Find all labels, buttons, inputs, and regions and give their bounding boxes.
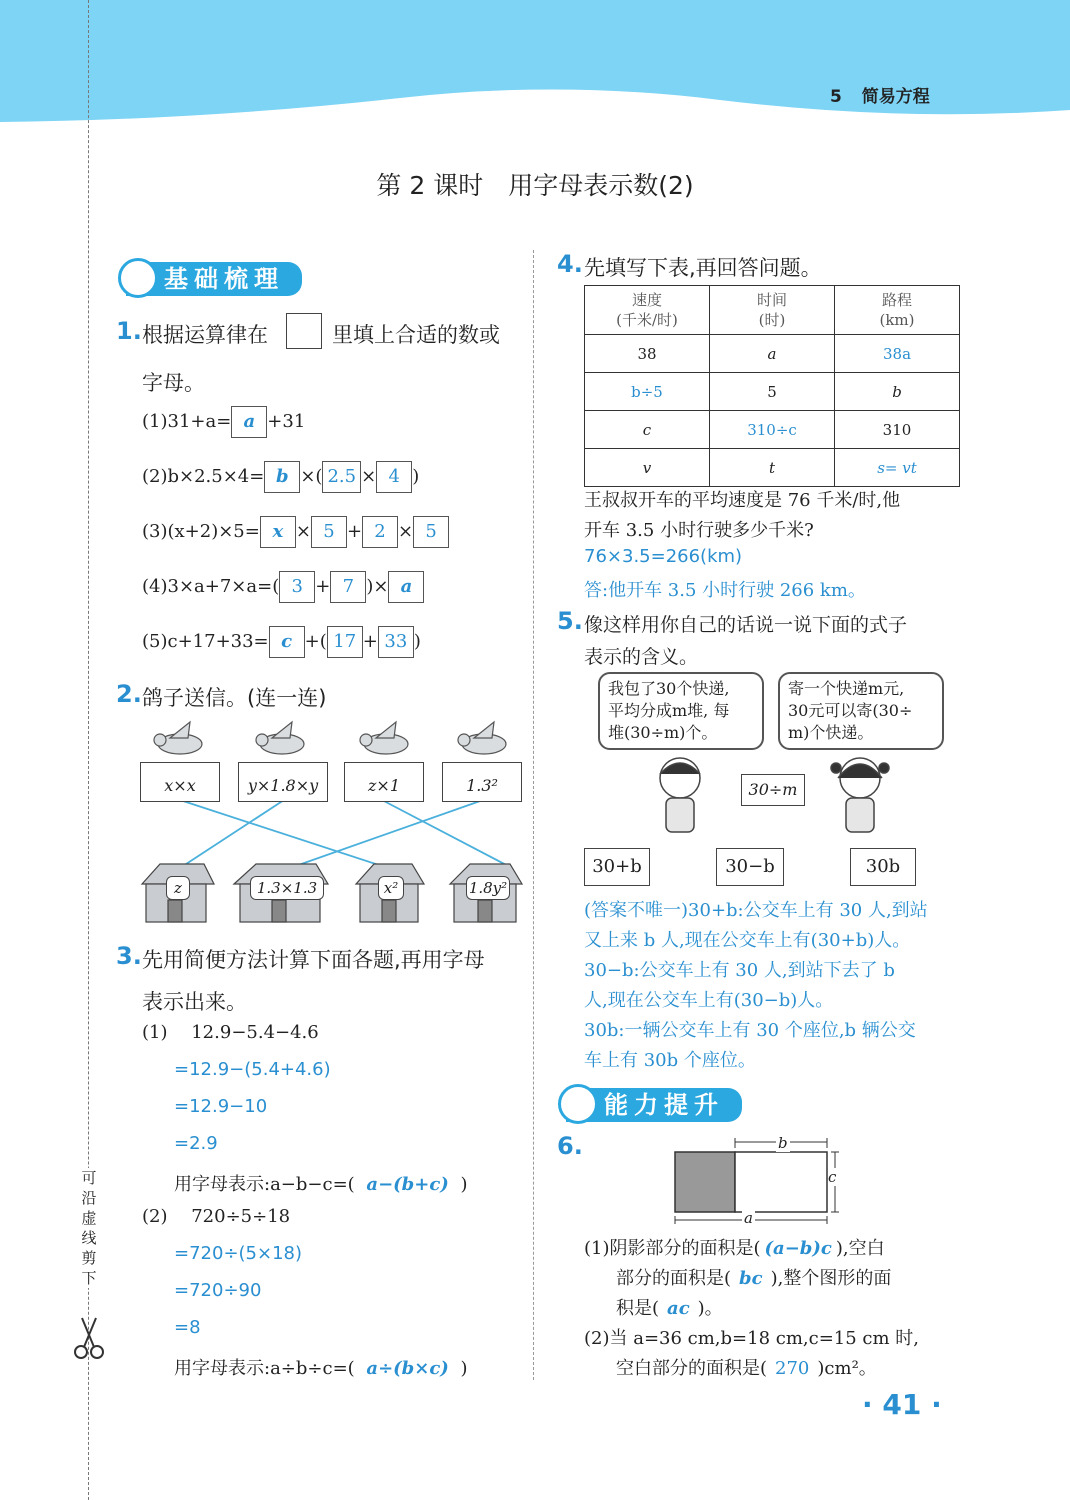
envelope: y×1.8×y <box>238 762 328 802</box>
q2-text: 鸽子送信。(连一连) <box>142 686 327 710</box>
expr-text: (2)b×2.5×4= <box>142 466 265 487</box>
speech-bubble-right <box>778 672 944 750</box>
fig-label-a: a <box>744 1209 753 1227</box>
q6-number: 6. <box>557 1132 583 1160</box>
q1-number: 1. <box>116 317 142 345</box>
house-label: 1.8y² <box>466 876 510 900</box>
answer-box: 33 <box>378 626 414 658</box>
q5-text-a: 像这样用你自己的话说一说下面的式子 <box>584 614 908 636</box>
q3-p2-letter <box>174 1354 468 1380</box>
q5-number: 5. <box>557 607 583 635</box>
table-row <box>585 373 960 411</box>
girl-icon <box>831 758 889 832</box>
prompt-text: (1)阴影部分的面积是( <box>584 1238 761 1259</box>
q1-sample-box <box>286 313 322 349</box>
q4-answer: 答:他开车 3.5 小时行驶 266 km。 <box>584 580 866 601</box>
q5-answer-line: 车上有 30b 个座位。 <box>584 1050 756 1071</box>
header-unit: (km) <box>879 311 915 329</box>
option-box: 30−b <box>716 848 784 886</box>
answer-box: 5 <box>413 516 449 548</box>
answer-box: 3 <box>279 571 315 603</box>
q1-line-2 <box>142 461 419 493</box>
header-unit: (时) <box>758 311 786 329</box>
letter-answer: a−(b+c) <box>366 1174 449 1195</box>
answer-box: 2 <box>362 516 398 548</box>
letter-close: ) <box>460 1358 468 1379</box>
part-label: (2) <box>142 1206 168 1227</box>
q5-text-b: 表示的含义。 <box>584 646 699 668</box>
q1-text-c: 字母。 <box>142 371 205 395</box>
answer-box: a <box>388 571 424 603</box>
option-box: 30+b <box>584 848 650 886</box>
section-title: 能力提升 <box>566 1088 742 1122</box>
q4-calc: 76×3.5=266(km) <box>584 546 743 567</box>
rectangle-figure <box>668 1134 848 1226</box>
q3-p1-step: =2.9 <box>174 1133 218 1154</box>
expr-text: + <box>315 576 331 597</box>
answer-text: (a−b)c <box>764 1238 832 1259</box>
bubble-line: 平均分成m堆, 每 <box>608 701 730 720</box>
bubble-line: 寄一个快递m元, <box>788 679 905 698</box>
house-icon <box>142 864 522 922</box>
prompt-text: ),空白 <box>835 1238 885 1259</box>
house-label: 1.3×1.3 <box>250 876 324 900</box>
envelope: x×x <box>140 762 220 802</box>
pigeon-icon <box>154 722 506 754</box>
table-row <box>585 411 960 449</box>
table-cell: b <box>835 373 960 411</box>
part-label: (1) <box>142 1022 168 1043</box>
q3-p1-step: =12.9−(5.4+4.6) <box>174 1059 331 1080</box>
table-header <box>835 286 960 335</box>
speed-table <box>584 285 960 487</box>
table-cell: t <box>710 449 835 487</box>
cut-guide-text: 可沿虚线剪下 <box>78 1168 100 1288</box>
q5-answer-line: 30b:一辆公交车上有 30 个座位,b 辆公交 <box>584 1020 916 1041</box>
answer-text: 270 <box>775 1358 810 1379</box>
connection-lines <box>180 800 512 868</box>
bubble-line: 我包了30个快递, <box>608 679 730 698</box>
q3-text-a: 先用简便方法计算下面各题,再用字母 <box>142 948 485 972</box>
q5-answer-line: 又上来 b 人,现在公交车上有(30+b)人。 <box>584 930 911 951</box>
q4-number: 4. <box>557 250 583 278</box>
page-number: · 41 · <box>862 1388 942 1421</box>
answer-box: 17 <box>327 626 363 658</box>
house-label: x² <box>378 876 404 900</box>
q3-p1-letter <box>174 1170 468 1196</box>
q5-answer-line: 人,现在公交车上有(30−b)人。 <box>584 990 834 1011</box>
column-divider <box>533 250 534 1380</box>
expr-text: + <box>346 521 363 542</box>
prompt-text: )cm²。 <box>817 1358 877 1379</box>
option-box: 30b <box>850 848 916 886</box>
clock-icon <box>558 1084 598 1124</box>
letter-close: ) <box>460 1174 468 1195</box>
table-cell: a <box>710 335 835 373</box>
q5-answer-line: (答案不唯一)30+b:公交车上有 30 人,到站 <box>584 900 928 921</box>
table-cell: c <box>585 411 710 449</box>
expr-text: )× <box>366 576 389 597</box>
q1-text-a: 根据运算律在 <box>142 323 268 347</box>
expr-text: (5)c+17+33= <box>142 631 269 652</box>
expr-text: +( <box>304 631 327 652</box>
q1-line-3 <box>142 516 449 548</box>
table-cell: 5 <box>710 373 835 411</box>
speech-bubble-left <box>598 672 764 750</box>
answer-box: 5 <box>311 516 347 548</box>
prompt-text: 积是( <box>616 1298 660 1319</box>
bubble-line: 30元可以寄(30÷ <box>788 701 913 720</box>
table-cell: v <box>585 449 710 487</box>
expr-text: (4)3×a+7×a=( <box>142 576 280 597</box>
chapter-header <box>830 82 930 107</box>
q3-p2-step: =720÷(5×18) <box>174 1243 303 1264</box>
expr-text: ) <box>413 631 421 652</box>
answer-box: c <box>269 626 305 658</box>
q3-p2-step: =720÷90 <box>174 1280 262 1301</box>
section-title: 基础梳理 <box>126 262 302 296</box>
q1-line-5 <box>142 626 421 658</box>
expr-text: ×( <box>300 466 323 487</box>
q4-problem-a: 王叔叔开车的平均速度是 76 千米/时,他 <box>584 490 901 511</box>
answer-box: 7 <box>330 571 366 603</box>
chapter-number: 5 <box>830 87 842 107</box>
prompt-text: )。 <box>697 1298 723 1319</box>
q6-p2-line1: (2)当 a=36 cm,b=18 cm,c=15 cm 时, <box>584 1328 920 1349</box>
expr-text: ) <box>412 466 420 487</box>
q4-problem-b: 开车 3.5 小时行驶多少千米? <box>584 520 814 541</box>
answer-box: a <box>231 406 267 438</box>
q1-line-1 <box>142 406 305 438</box>
prompt-text: 空白部分的面积是( <box>616 1358 768 1379</box>
table-header <box>710 286 835 335</box>
expression: 720÷5÷18 <box>191 1206 291 1227</box>
q3-p2-step: =8 <box>174 1317 201 1338</box>
envelope: z×1 <box>344 762 424 802</box>
answer-box: 4 <box>376 461 412 493</box>
expr-text: (3)(x+2)×5= <box>142 521 260 542</box>
q1-text-b: 里填上合适的数或 <box>332 323 500 347</box>
table-cell-answer: b÷5 <box>585 373 710 411</box>
table-cell: 310 <box>835 411 960 449</box>
fig-label-b: b <box>778 1134 788 1152</box>
prompt-text: 部分的面积是( <box>616 1268 732 1289</box>
house-label: z <box>166 876 190 900</box>
q3-p2-expr <box>142 1206 290 1227</box>
q2-number: 2. <box>116 680 142 708</box>
expr-text: + <box>362 631 378 652</box>
expr-text: (1)31+a= <box>142 411 232 432</box>
q6-p2-line2 <box>616 1354 877 1380</box>
expression: 12.9−5.4−4.6 <box>191 1022 319 1043</box>
q3-p1-step: =12.9−10 <box>174 1096 268 1117</box>
q6-p1-line1 <box>584 1234 885 1260</box>
letter-prompt: 用字母表示:a−b−c=( <box>174 1174 355 1195</box>
bubble-line: 堆(30÷m)个。 <box>608 723 718 742</box>
q3-text-b: 表示出来。 <box>142 990 247 1014</box>
q4-text: 先填写下表,再回答问题。 <box>584 256 822 280</box>
letter-answer: a÷(b×c) <box>366 1358 449 1379</box>
expr-text: × <box>361 466 377 487</box>
table-row <box>585 449 960 487</box>
header-label: 时间 <box>756 291 787 309</box>
expr-text: +31 <box>267 411 306 432</box>
q6-p1-line3 <box>616 1294 723 1320</box>
scissors-icon <box>72 1316 106 1360</box>
answer-box: x <box>260 516 296 548</box>
fig-label-c: c <box>828 1168 837 1186</box>
header-label: 路程 <box>881 291 912 309</box>
bubble-line: m)个快递。 <box>788 723 874 742</box>
lesson-title: 第 2 课时 用字母表示数(2) <box>376 171 694 200</box>
center-expression: 30÷m <box>741 774 805 806</box>
envelope: 1.3² <box>442 762 522 802</box>
table-cell-answer: 38a <box>835 335 960 373</box>
expr-text: × <box>295 521 311 542</box>
prompt-text: ),整个图形的面 <box>770 1268 892 1289</box>
q3-p1-expr <box>142 1022 319 1043</box>
answer-box: b <box>264 461 300 493</box>
q6-p1-line2 <box>616 1264 891 1290</box>
letter-prompt: 用字母表示:a÷b÷c=( <box>174 1358 355 1379</box>
clock-icon <box>118 258 158 298</box>
q1-line-4 <box>142 571 424 603</box>
answer-text: bc <box>739 1268 763 1289</box>
q3-number: 3. <box>116 942 142 970</box>
q5-answer-line: 30−b:公交车上有 30 人,到站下去了 b <box>584 960 895 981</box>
answer-box: 2.5 <box>322 461 361 493</box>
table-row <box>585 335 960 373</box>
boy-icon <box>660 758 700 832</box>
table-header <box>585 286 710 335</box>
chapter-title: 简易方程 <box>861 87 930 107</box>
table-cell-answer: s= vt <box>835 449 960 487</box>
table-cell-answer: 310÷c <box>710 411 835 449</box>
header-unit: (千米/时) <box>616 311 678 329</box>
header-band <box>0 0 1070 130</box>
answer-text: ac <box>667 1298 690 1319</box>
table-cell: 38 <box>585 335 710 373</box>
header-label: 速度 <box>631 291 662 309</box>
expr-text: × <box>398 521 414 542</box>
